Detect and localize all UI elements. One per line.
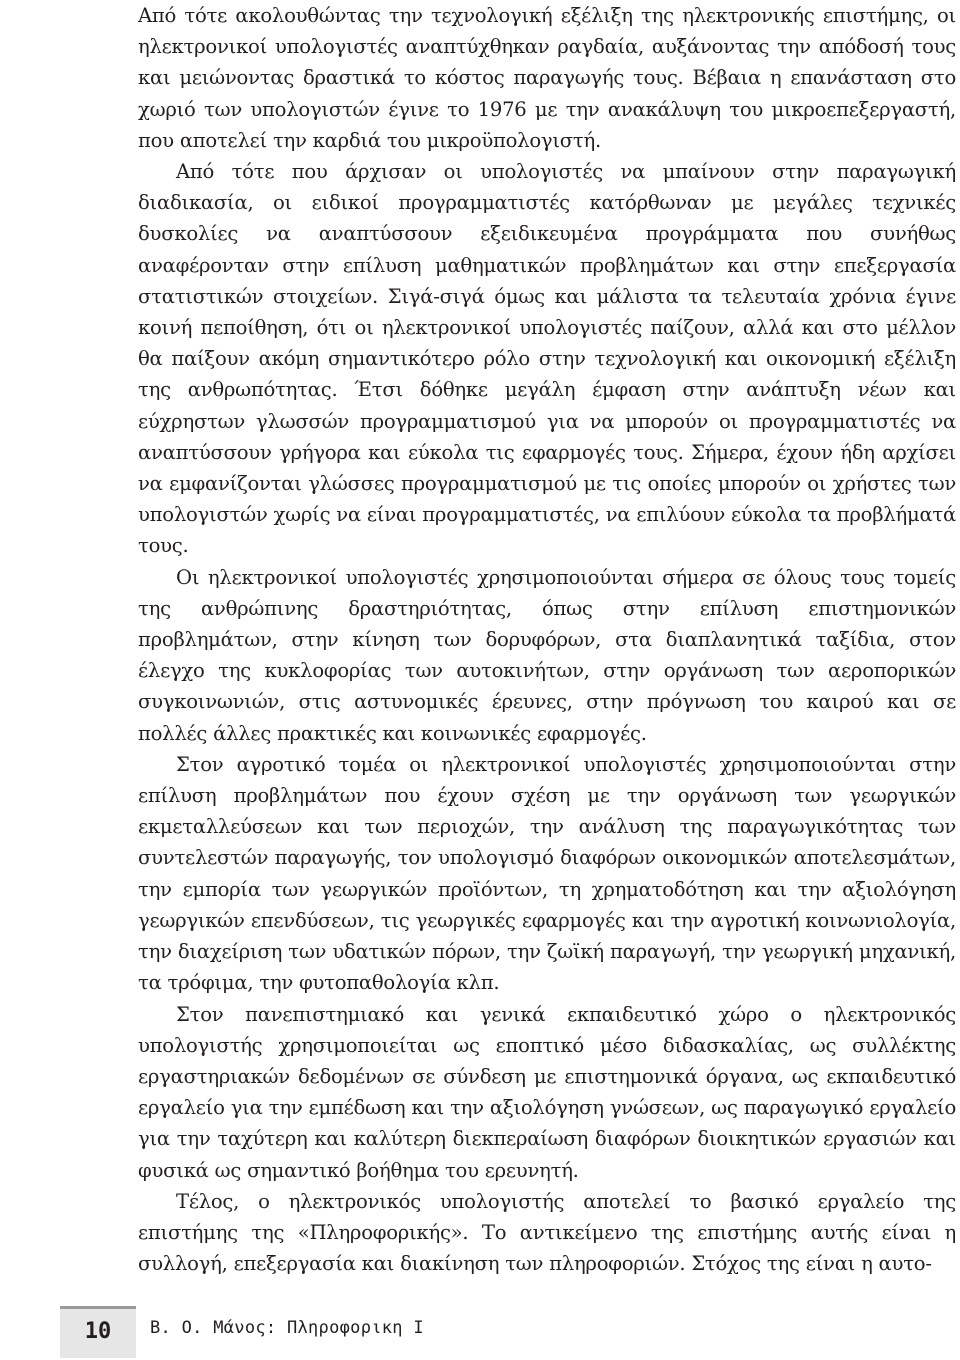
main-text-column [138, 0, 956, 1279]
paragraph-3: Οι ηλεκτρονικοί υπολογιστές χρησιμοποιούνται σήμερα σε όλους τους τομείς της ανθρώπινης δραστηριότητας, όπως στην επίλυση επιστημονικών προβλημάτων, στην κίνηση των δορυφόρων, στα διαπλανητικά ταξίδια, στον έλεγχο της κυκλοφορίας των αυτοκινήτων, στην οργάνωση των αεροπορικών συγκοινωνιών, στις αστυνομικές έρευνες, στην πρόγνωση του καιρού και σε πολλές άλλες πρακτικές και κοινωνικές εφαρμογές. [138, 565, 956, 745]
paragraph-1: Από τότε ακολουθώντας την τεχνολογική εξέλιξη της ηλεκτρονικής επιστήμης, οι ηλεκτρονικοί υπολογιστές αναπτύχθηκαν ραγδαία, αυξάνοντας την απόδοσή τους και μειώνοντας δραστικά το κόστος παραγωγής τους. Βέβαια η επανάσταση στο χωριό των υπολογιστών έγινε το 1976 με την ανακάλυψη του μικροεπεξεργαστή, που αποτελεί την καρδιά του μικροϋπολογιστή. [138, 4, 956, 152]
paragraph-6: Τέλος, ο ηλεκτρονικός υπολογιστής αποτελεί το βασικό εργαλείο της επιστήμης της «Πληροφορικής». Το αντικείμενο της επιστήμης αυτής είναι η συλλογή, επεξεργασία και διακίνηση των πληροφοριών. Στόχος της είναι η αυτο- [138, 1189, 956, 1276]
page-number-box [60, 1306, 136, 1358]
page-number: 10 [84, 1319, 112, 1344]
running-footer-title: Β. Ο. Μάνος: Πληροφορικη Ι [150, 1318, 424, 1338]
page-footer [0, 1300, 960, 1360]
paragraph-2: Από τότε που άρχισαν οι υπολογιστές να μπαίνουν στην παραγωγική διαδικασία, οι ειδικοί προγραμματιστές κατόρθωναν με μεγάλες τεχνικές δυσκολίες να αναπτύσσουν εξειδικευμένα προγράμματα που συνήθως αναφέρονταν στην επίλυση μαθηματικών προβλημάτων και στην επεξεργασία στατιστικών στοιχείων. Σιγά-σιγά όμως και μάλιστα τα τελευταία χρόνια έγινε κοινή πεποίθηση, ότι οι ηλεκτρονικοί υπολογιστές παίζουν, αλλά και στο μέλλον θα παίξουν ακόμη σημαντικότερο ρόλο στην τεχνολογική και οικονομική εξέλιξη της ανθρωπότητας. Έτσι δόθηκε μεγάλη έμφαση στην ανάπτυξη νέων και εύχρηστων γλωσσών προγραμματισμού για να μπορούν οι προγραμματιστές να αναπτύσσουν γρήγορα και εύκολα τις εφαρμογές τους. Σήμερα, έχουν ήδη αρχίσει να εμφανίζονται γλώσσες προγραμματισμού με τις οποίες μπορούν οι χρήστες των υπολογιστών χωρίς να είναι προγραμματιστές, να επιλύουν εύκολα τα προβλήματά τους. [138, 160, 956, 558]
paragraph-5: Στον πανεπιστημιακό και γενικά εκπαιδευτικό χώρο ο ηλεκτρονικός υπολογιστής χρησιμοποιείται ως εποπτικό μέσο διδασκαλίας, ως συλλέκτης εργαστηριακών δεδομένων σε σύνδεση με επιστημονικά όργανα, ως εκπαιδευτικό εργαλείο για την εμπέδωση και την αξιολόγηση γνώσεων, ως παραγωγικό εργαλείο για την ταχύτερη και καλύτερη διεκπεραίωση διαφόρων διοικητικών εργασιών και φυσικά ως σημαντικό βοήθημα του ερευνητή. [138, 1002, 956, 1182]
paragraph-4: Στον αγροτικό τομέα οι ηλεκτρονικοί υπολογιστές χρησιμοποιούνται στην επίλυση προβλημάτων που έχουν σχέση με την οργάνωση των γεωργικών εκμεταλλεύσεων και των περιοχών, την ανάλυση της παραγωγικότητας των συντελεστών παραγωγής, τον υπολογισμό διαφόρων οικονομικών αποτελεσμάτων, την εμπορία των γεωργικών προϊόντων, τη χρηματοδότηση και την αξιολόγηση γεωργικών επενδύσεων, τις γεωργικές εφαρμογές και την αγροτική κοινωνιολογία, την διαχείριση των υδατικών πόρων, την ζωϊκή παραγωγή, την γεωργική μηχανική, τα τρόφιμα, την φυτοπαθολογία κλπ. [138, 752, 956, 995]
